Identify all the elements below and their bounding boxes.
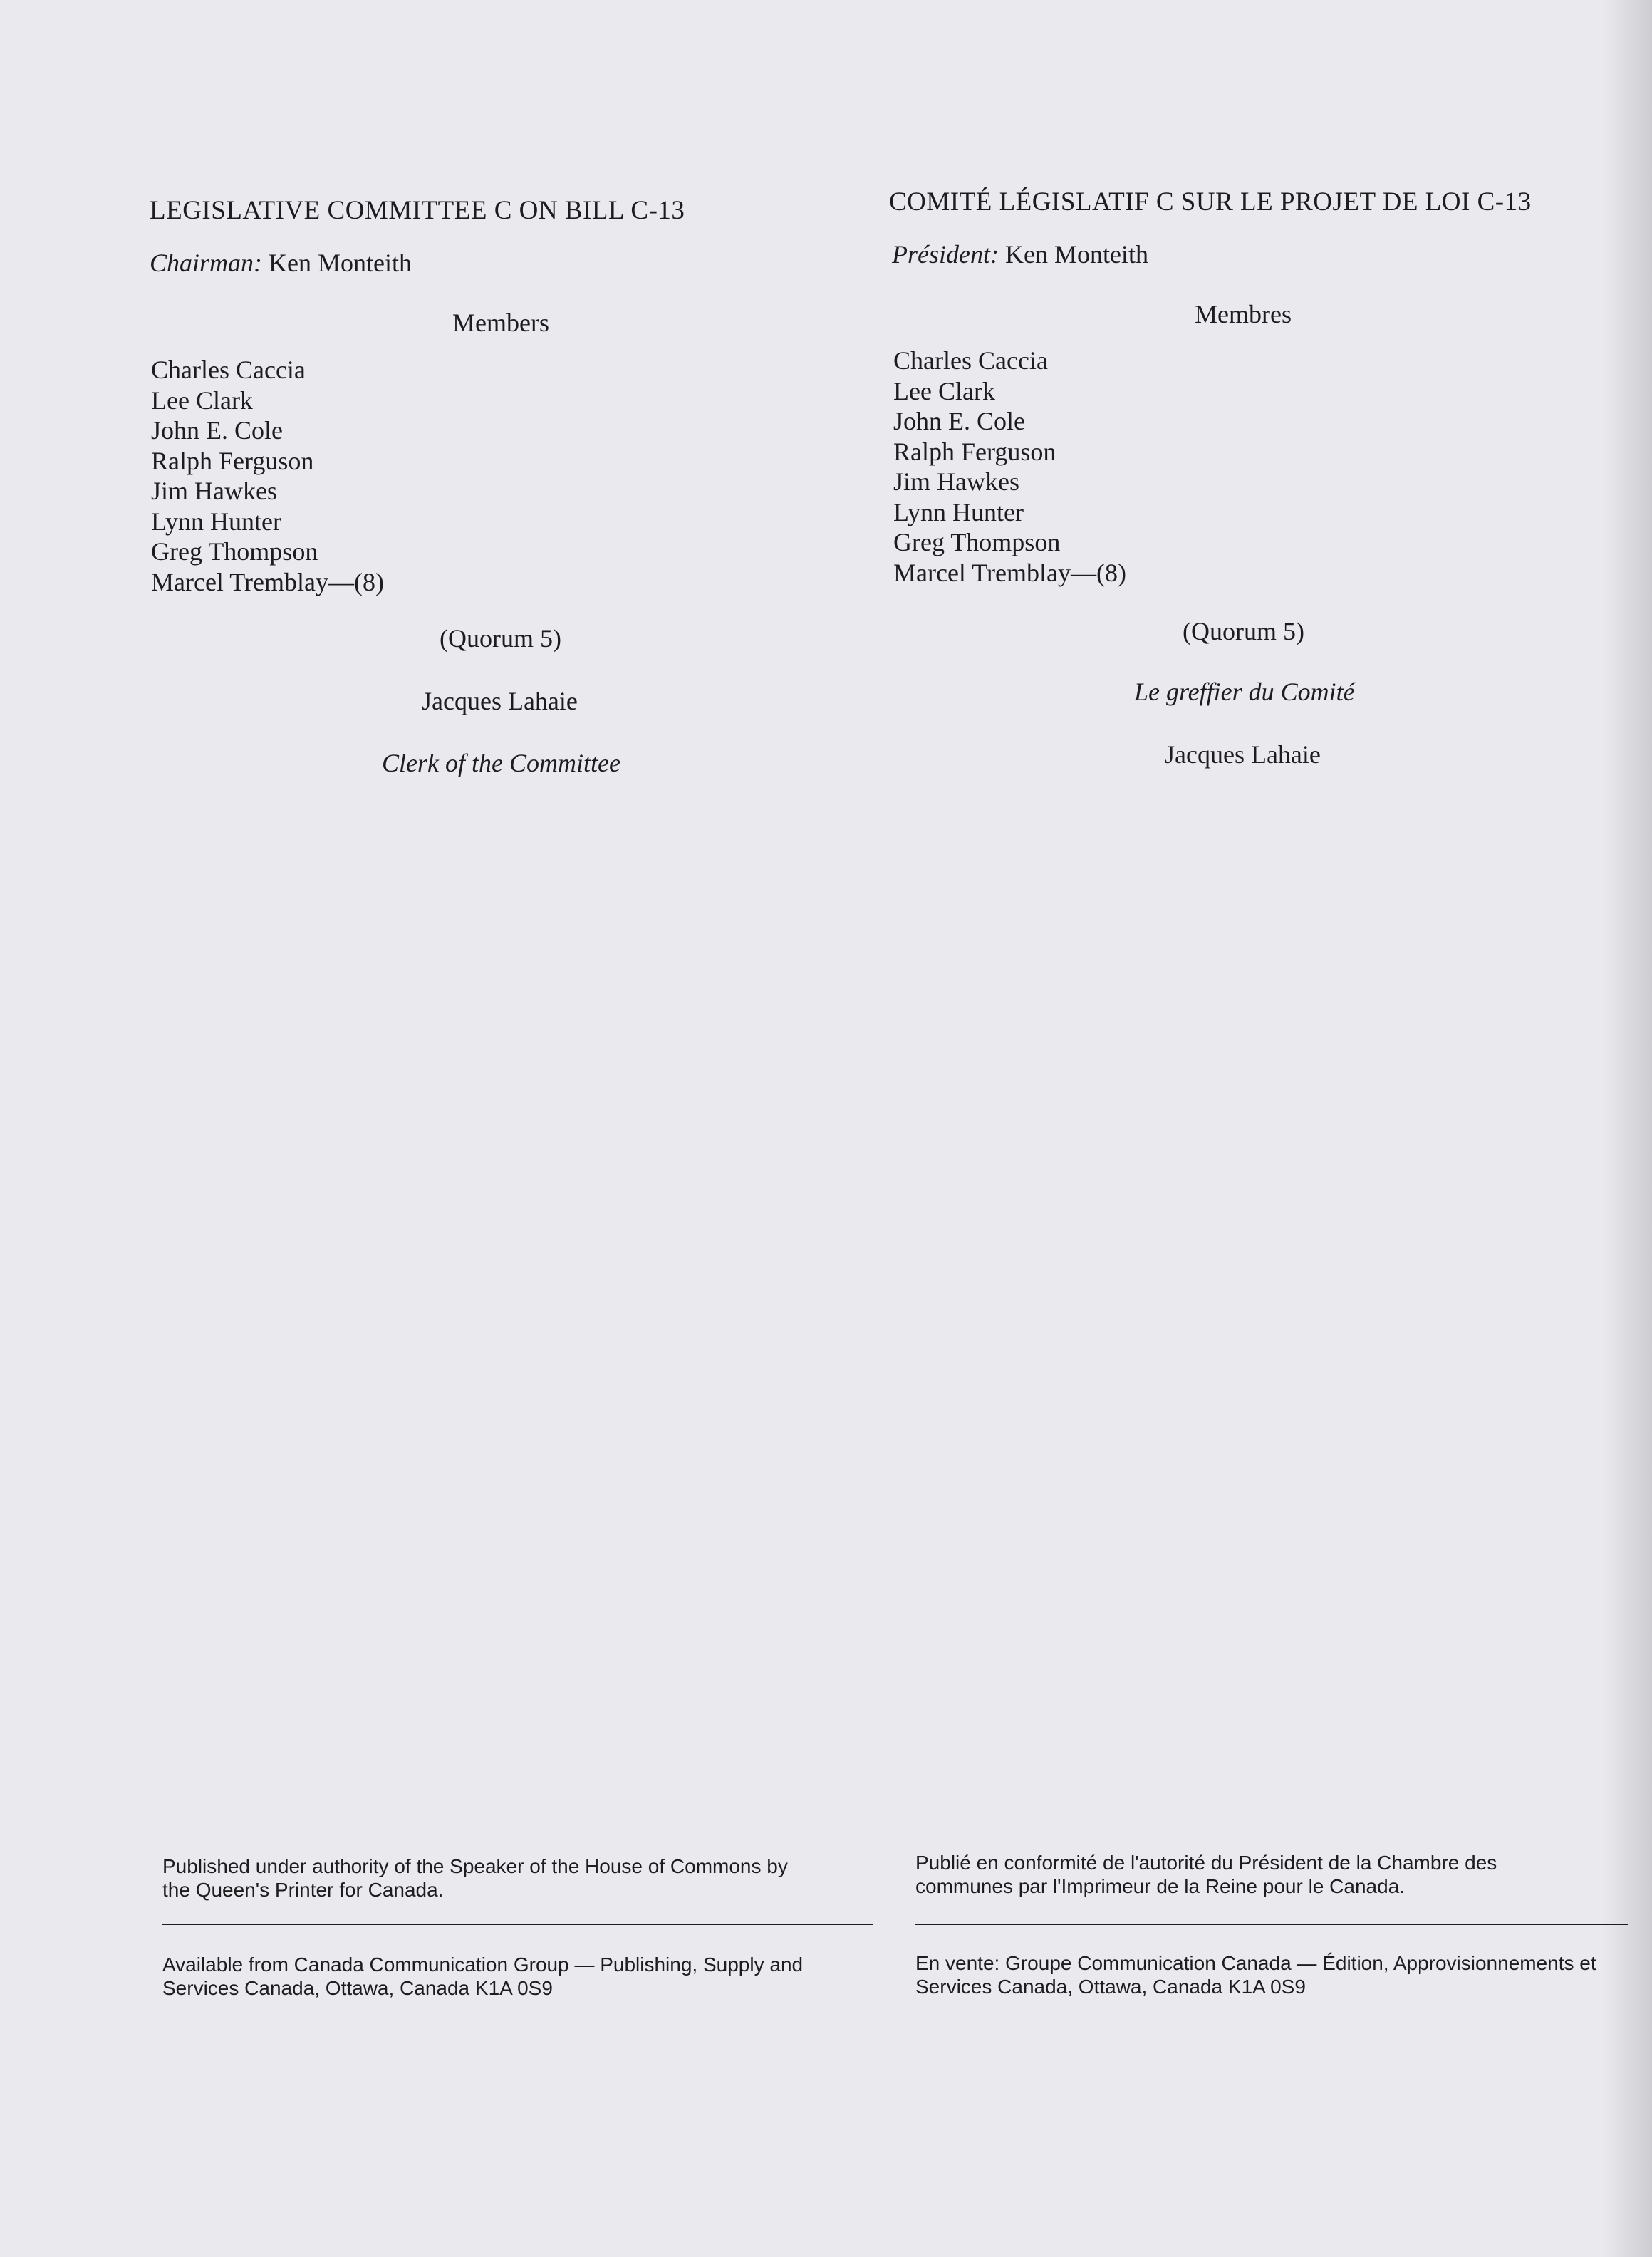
clerk-name-en: Jacques Lahaie (422, 687, 578, 715)
published-notice-fr: Publié en conformité de l'autorité du Président de la Chambre des communes par l'Imprimeur de la Reine pour le Canada. (915, 1852, 1497, 1897)
member-item: Lee Clark (151, 385, 253, 415)
member-item: Lynn Hunter (893, 497, 1024, 526)
committee-title-en: LEGISLATIVE COMMITTEE C ON BILL C-13 (150, 196, 685, 225)
published-notice-en: Published under authority of the Speaker of the House of Commons by the Queen's Printer for Canada. (162, 1855, 788, 1901)
divider-rule-en (162, 1924, 873, 1925)
president-label-fr: Président: (892, 240, 999, 269)
member-item: Charles Caccia (893, 346, 1048, 375)
chairman-line-en (150, 248, 412, 278)
president-line-fr (892, 239, 1148, 269)
chairman-label-en: Chairman: (150, 249, 263, 277)
members-list-fr (893, 346, 1126, 588)
member-item: Jim Hawkes (893, 467, 1019, 496)
chairman-name-en: Ken Monteith (269, 249, 412, 277)
member-item: Lee Clark (893, 376, 995, 405)
member-item: Ralph Ferguson (893, 437, 1056, 466)
clerk-title-fr: Le greffier du Comité (1134, 678, 1355, 706)
member-item: Marcel Tremblay—(8) (151, 567, 384, 596)
quorum-fr: (Quorum 5) (1183, 617, 1304, 645)
committee-title-fr: COMITÉ LÉGISLATIF C SUR LE PROJET DE LOI C-13 (889, 187, 1532, 217)
member-item: John E. Cole (893, 407, 1025, 435)
member-item: Jim Hawkes (151, 477, 277, 505)
member-item: Greg Thompson (893, 528, 1061, 556)
member-item: Greg Thompson (151, 537, 318, 566)
quorum-en: (Quorum 5) (440, 624, 561, 653)
members-heading-fr: Membres (1195, 300, 1292, 328)
divider-rule-fr (915, 1924, 1628, 1925)
members-list-en (151, 355, 384, 597)
member-item: Marcel Tremblay—(8) (893, 558, 1126, 587)
availability-notice-fr: En vente: Groupe Communication Canada — Édition, Approvisionnements et Services Canada, Ottawa, Canada K1A 0S9 (915, 1952, 1596, 1998)
member-item: Ralph Ferguson (151, 446, 314, 475)
availability-notice-en: Available from Canada Communication Group — Publishing, Supply and Services Canada, Ottawa, Canada K1A 0S9 (162, 1954, 804, 1999)
member-item: Lynn Hunter (151, 507, 281, 536)
page-edge-shadow (1602, 0, 1652, 2257)
clerk-name-fr: Jacques Lahaie (1165, 740, 1321, 769)
members-heading-en: Members (452, 308, 549, 337)
member-item: Charles Caccia (151, 356, 306, 384)
clerk-title-en: Clerk of the Committee (382, 749, 620, 777)
member-item: John E. Cole (151, 416, 283, 445)
president-name-fr: Ken Monteith (1004, 240, 1148, 269)
